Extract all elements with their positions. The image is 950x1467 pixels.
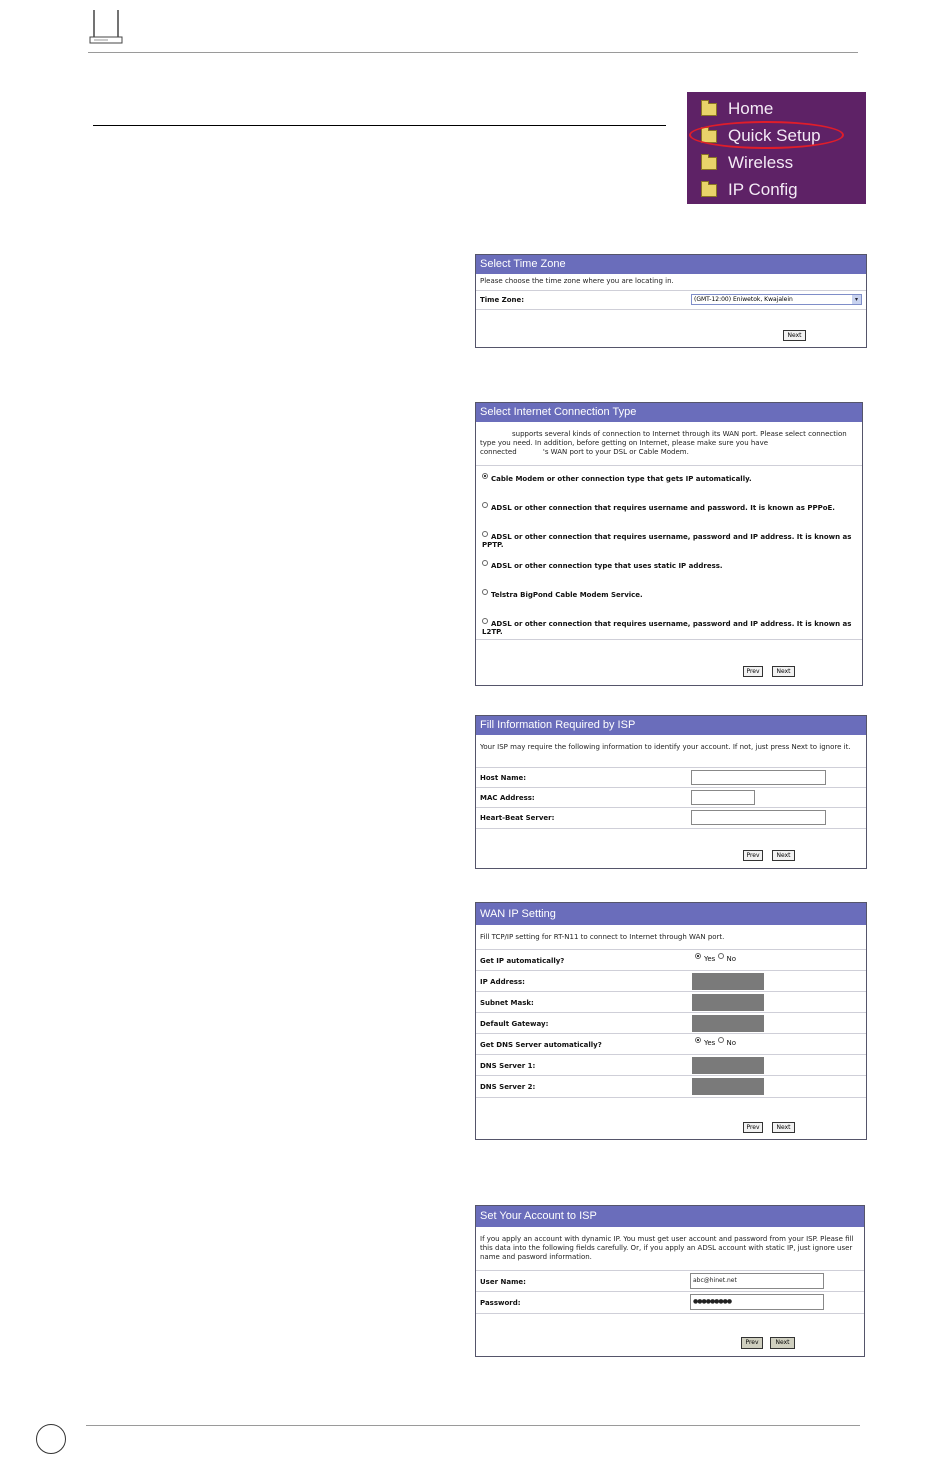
get-ip-auto-row: Get IP automatically? Yes No bbox=[476, 949, 866, 971]
folder-icon bbox=[701, 157, 717, 170]
time-zone-select[interactable] bbox=[691, 294, 862, 305]
radio-selected[interactable] bbox=[482, 473, 488, 479]
page-number-circle bbox=[36, 1424, 66, 1454]
isp-info-panel bbox=[475, 715, 867, 869]
option-static[interactable]: ADSL or other connection type that uses static IP address. bbox=[482, 562, 723, 570]
divider bbox=[476, 465, 862, 466]
option-pppoe[interactable]: ADSL or other connection that requires username and password. It is known as PPPoE. bbox=[482, 504, 835, 512]
highlight-ellipse bbox=[689, 121, 844, 149]
default-gateway-row bbox=[476, 1012, 866, 1034]
next-button[interactable]: Next bbox=[772, 666, 795, 677]
default-gateway-input[interactable] bbox=[692, 1015, 764, 1032]
password-row bbox=[476, 1291, 864, 1314]
panel-title: Select Time Zone bbox=[476, 255, 866, 274]
ip-address-input[interactable] bbox=[692, 973, 764, 990]
radio[interactable] bbox=[482, 618, 488, 624]
subnet-mask-input[interactable] bbox=[692, 994, 764, 1011]
connection-type-panel bbox=[475, 402, 863, 686]
prev-button[interactable]: Prev bbox=[741, 1337, 763, 1349]
wan-ip-panel bbox=[475, 902, 867, 1140]
default-gateway-label: Default Gateway: bbox=[480, 1020, 549, 1028]
heartbeat-server-label: Heart-Beat Server: bbox=[480, 814, 555, 822]
mac-address-row bbox=[476, 787, 866, 808]
menu-item-quick-setup[interactable]: Quick Setup bbox=[701, 123, 821, 149]
panel-description: If you apply an account with dynamic IP. You must get user account and password from your ISP. Please fill this data into the following fields carefully. Or, if you apply an ADSL account with static IP, just ignore user name and pasword information. bbox=[480, 1235, 854, 1261]
radio-no[interactable] bbox=[718, 953, 724, 959]
dns-server-1-label: DNS Server 1: bbox=[480, 1062, 536, 1070]
user-name-label: User Name: bbox=[480, 1278, 526, 1286]
time-zone-label: Time Zone: bbox=[480, 296, 525, 304]
user-name-input[interactable]: abc@hinet.net bbox=[690, 1273, 824, 1289]
dns-server-1-row bbox=[476, 1054, 866, 1076]
mac-address-label: MAC Address: bbox=[480, 794, 535, 802]
host-name-row bbox=[476, 767, 866, 788]
radio[interactable] bbox=[482, 531, 488, 537]
radio[interactable] bbox=[482, 560, 488, 566]
option-pptp[interactable]: ADSL or other connection that requires username, password and IP address. It is known as PPTP. bbox=[482, 533, 852, 549]
radio[interactable] bbox=[482, 589, 488, 595]
dns-server-2-label: DNS Server 2: bbox=[480, 1083, 536, 1091]
panel-title: Select Internet Connection Type bbox=[476, 403, 862, 422]
subnet-mask-row bbox=[476, 991, 866, 1013]
next-button[interactable]: Next bbox=[772, 850, 795, 861]
user-name-row bbox=[476, 1270, 864, 1292]
panel-description: Fill TCP/IP setting for RT-N11 to connect to Internet through WAN port. bbox=[480, 933, 725, 941]
password-input[interactable]: ●●●●●●●●● bbox=[690, 1294, 824, 1310]
ip-address-row bbox=[476, 970, 866, 992]
dns-server-2-input[interactable] bbox=[692, 1078, 764, 1095]
ip-address-label: IP Address: bbox=[480, 978, 525, 986]
get-dns-auto-row: Get DNS Server automatically? Yes No bbox=[476, 1033, 866, 1055]
folder-icon bbox=[701, 184, 717, 197]
mac-address-input[interactable] bbox=[691, 790, 755, 805]
password-label: Password: bbox=[480, 1299, 521, 1307]
option-l2tp[interactable]: ADSL or other connection that requires username, password and IP address. It is known as L2TP. bbox=[482, 620, 852, 636]
radio-yes[interactable] bbox=[695, 1037, 701, 1043]
radio[interactable] bbox=[482, 502, 488, 508]
footer-rule bbox=[86, 1425, 860, 1426]
folder-icon bbox=[701, 103, 717, 116]
next-button[interactable]: Next bbox=[772, 1122, 795, 1133]
panel-title: Fill Information Required by ISP bbox=[476, 716, 866, 735]
panel-description: supports several kinds of connection to Internet through its WAN port. Please select connection type you need. In addition, before getting on Internet, please make sure you have connected 's WAN port to your DSL or Cable Modem. bbox=[480, 430, 847, 456]
divider bbox=[476, 639, 862, 640]
header-rule bbox=[88, 52, 858, 53]
router-icon bbox=[88, 8, 124, 48]
time-zone-value: (GMT-12:00) Eniwetok, Kwajalein bbox=[694, 296, 793, 303]
panel-title: WAN IP Setting bbox=[476, 903, 866, 925]
dns-server-1-input[interactable] bbox=[692, 1057, 764, 1074]
radio-yes[interactable] bbox=[695, 953, 701, 959]
next-button[interactable]: Next bbox=[770, 1337, 795, 1349]
menu-item-ip-config[interactable]: IP Config bbox=[701, 177, 798, 203]
time-zone-row bbox=[476, 290, 866, 310]
heartbeat-server-row bbox=[476, 807, 866, 829]
host-name-input[interactable] bbox=[691, 770, 826, 785]
get-ip-auto-label: Get IP automatically? bbox=[480, 957, 565, 965]
get-dns-auto-label: Get DNS Server automatically? bbox=[480, 1041, 602, 1049]
isp-account-panel bbox=[475, 1205, 865, 1357]
subnet-mask-label: Subnet Mask: bbox=[480, 999, 534, 1007]
host-name-label: Host Name: bbox=[480, 774, 527, 782]
prev-button[interactable]: Prev bbox=[743, 850, 763, 861]
panel-description: Your ISP may require the following information to identify your account. If not, just press Next to ignore it. bbox=[480, 743, 851, 751]
option-bigpond[interactable]: Telstra BigPond Cable Modem Service. bbox=[482, 591, 643, 599]
next-button[interactable]: Next bbox=[783, 330, 806, 341]
heartbeat-server-input[interactable] bbox=[691, 810, 826, 825]
panel-title: Set Your Account to ISP bbox=[476, 1206, 864, 1227]
radio-no[interactable] bbox=[718, 1037, 724, 1043]
chevron-down-icon: ▾ bbox=[852, 295, 861, 304]
panel-description: Please choose the time zone where you are locating in. bbox=[480, 277, 674, 285]
dns-server-2-row bbox=[476, 1075, 866, 1098]
time-zone-panel bbox=[475, 254, 867, 348]
section-rule bbox=[93, 125, 666, 126]
option-dhcp[interactable]: Cable Modem or other connection type that gets IP automatically. bbox=[482, 475, 752, 483]
prev-button[interactable]: Prev bbox=[743, 1122, 763, 1133]
prev-button[interactable]: Prev bbox=[743, 666, 763, 677]
menu-item-wireless[interactable]: Wireless bbox=[701, 150, 793, 176]
menu-item-home[interactable]: Home bbox=[701, 96, 773, 122]
